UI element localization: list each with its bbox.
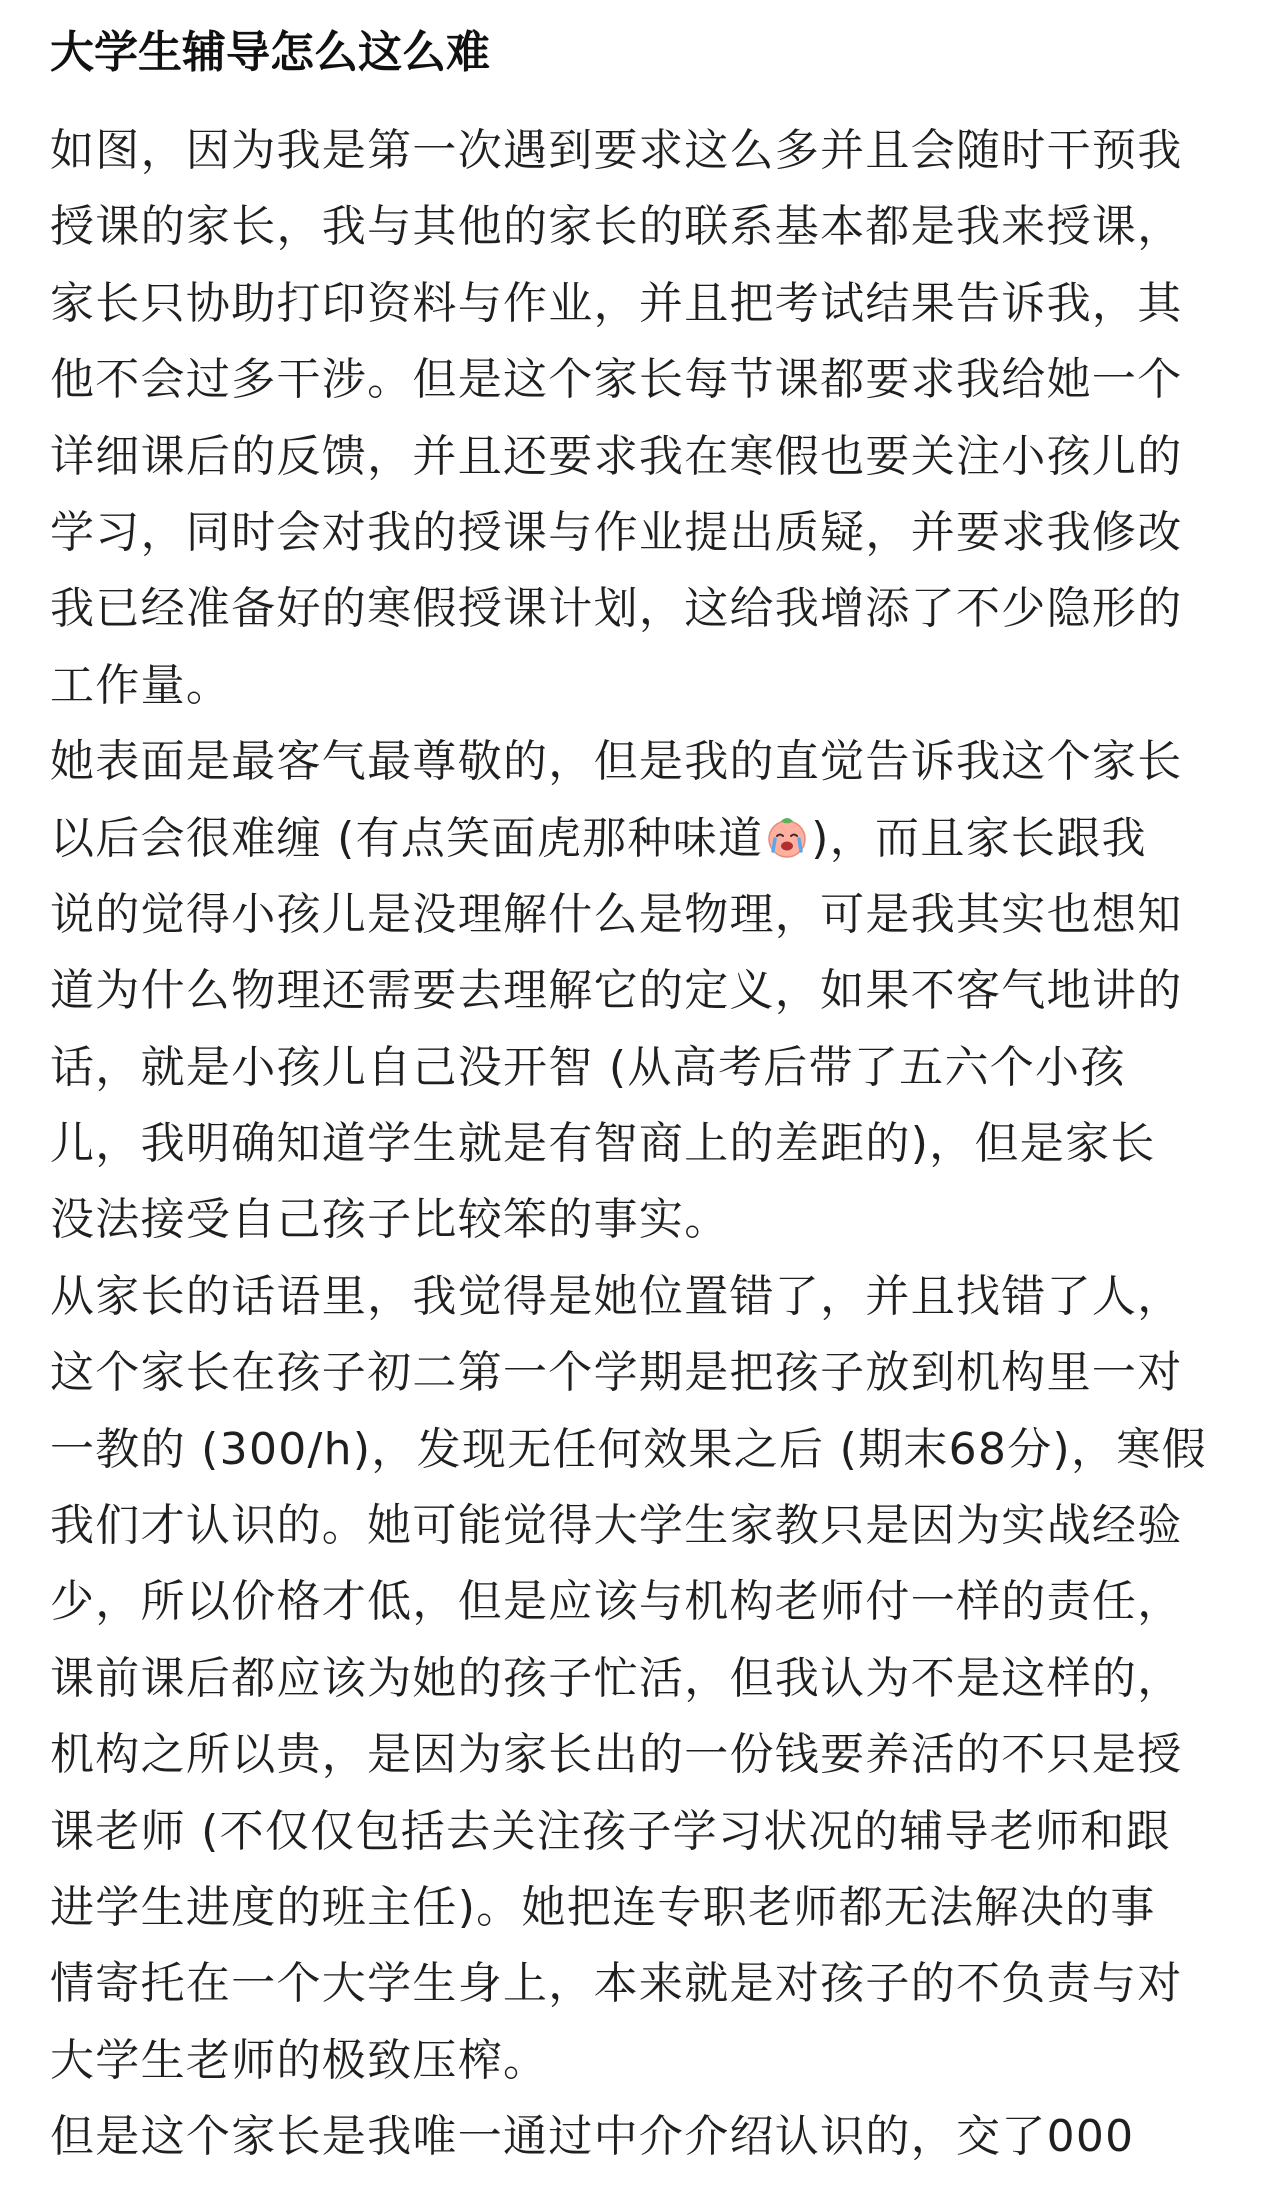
body-line: 情寄托在一个大学生身上，本来就是对孩子的不负责与对 [50, 1958, 1183, 2010]
body-line: 没法接受自己孩子比较笨的事实。 [50, 1194, 730, 1246]
body-line: 课老师 (不仅仅包括去关注孩子学习状况的辅导老师和跟 [50, 1805, 1171, 1857]
body-line: 进学生进度的班主任)。她把连专职老师都无法解决的事 [50, 1881, 1156, 1933]
body-line-segment: 以后会很难缠 (有点笑面虎那种味道 [50, 812, 764, 864]
body-line: 授课的家长，我与其他的家长的联系基本都是我来授课， [50, 201, 1183, 253]
body-line: 如图，因为我是第一次遇到要求这么多并且会随时干预我 [50, 125, 1183, 176]
body-line: 工作量。 [50, 659, 232, 711]
body-line: 家长只协助打印资料与作业，并且把考试结果告诉我，其 [50, 277, 1183, 329]
body-line: 学习，同时会对我的授课与作业提出质疑，并要求我修改 [50, 506, 1183, 558]
body-line: 少，所以价格才低，但是应该与机构老师付一样的责任， [50, 1576, 1183, 1628]
crying-face-icon [765, 807, 809, 851]
body-line: 大学生老师的极致压榨。 [50, 2034, 549, 2086]
body-line: 他不会过多干涉。但是这个家长每节课都要求我给她一个 [50, 354, 1183, 406]
body-line: 详细课后的反馈，并且还要求我在寒假也要关注小孩儿的 [50, 430, 1183, 482]
body-line: 我们才认识的。她可能觉得大学生家教只是因为实战经验 [50, 1500, 1183, 1552]
post-title: 大学生辅导怎么这么难 [50, 27, 490, 78]
body-line-with-emoji [50, 801, 1250, 877]
body-line: 从家长的话语里，我觉得是她位置错了，并且找错了人， [50, 1270, 1183, 1322]
body-line: 一教的 (300/h)，发现无任何效果之后 (期末68分)，寒假 [50, 1423, 1207, 1475]
body-line: 机构之所以贵，是因为家长出的一份钱要养活的不只是授 [50, 1729, 1183, 1781]
body-line: 说的觉得小孩儿是没理解什么是物理，可是我其实也想知 [50, 888, 1183, 940]
body-line: 课前课后都应该为她的孩子忙活，但我认为不是这样的， [50, 1652, 1183, 1704]
body-line-segment: )，而且家长跟我 [811, 812, 1147, 864]
body-line: 话，就是小孩儿自己没开智 (从高考后带了五六个小孩 [50, 1041, 1126, 1093]
body-line: 我已经准备好的寒假授课计划，这给我增添了不少隐形的 [50, 583, 1183, 635]
body-line: 道为什么物理还需要去理解它的定义，如果不客气地讲的 [50, 965, 1183, 1017]
post-body [50, 113, 1250, 2176]
body-line: 儿，我明确知道学生就是有智商上的差距的)，但是家长 [50, 1118, 1156, 1170]
body-line: 但是这个家长是我唯一通过中介介绍认识的，交了000 [50, 2111, 1135, 2163]
body-line: 这个家长在孩子初二第一个学期是把孩子放到机构里一对 [50, 1347, 1183, 1399]
watermark-fade [1160, 2171, 1280, 2211]
body-line: 她表面是最客气最尊敬的，但是我的直觉告诉我这个家长 [50, 736, 1183, 788]
